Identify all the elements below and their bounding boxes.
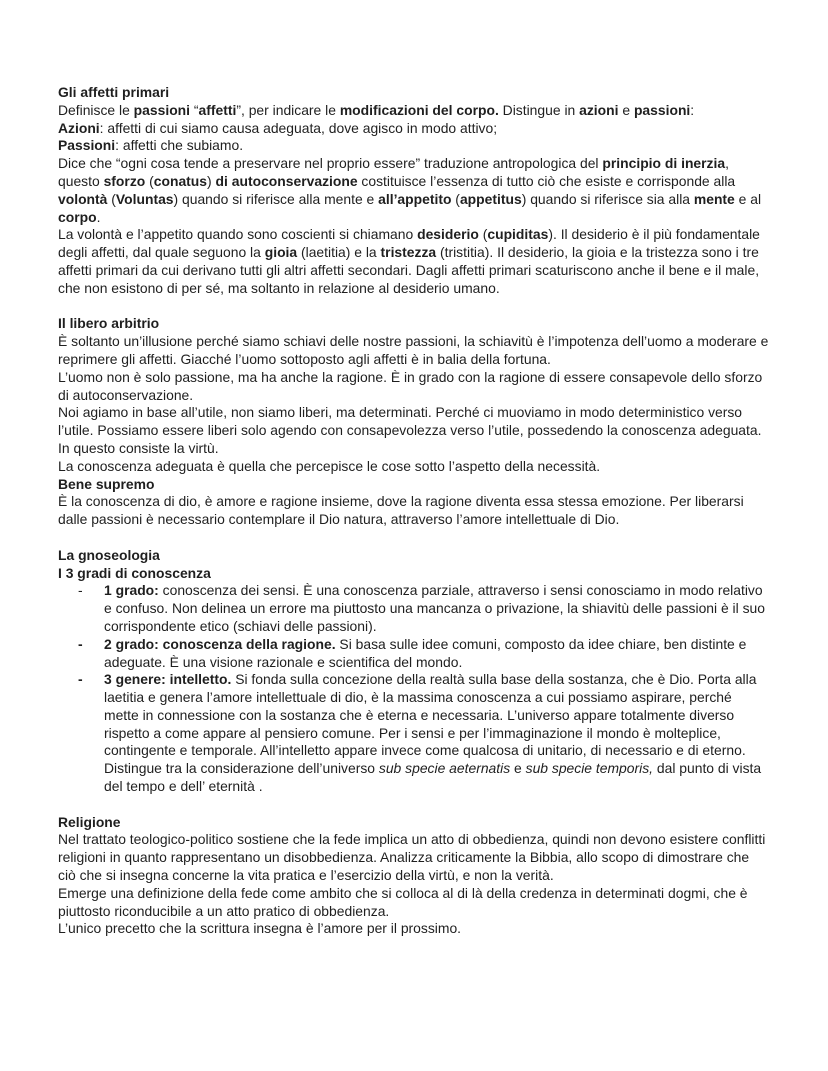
grades-list bbox=[58, 582, 770, 796]
paragraph: Nel trattato teologico-politico sostiene che la fede implica un atto di obbedienza, quindi non devono esistere conflitti religioni in quanto rappresentano un disobbedienza. Analizza criticamente la Bibbia, allo scopo di dimostrare che ciò che si insegna concerne la vita pratica e l’esercizio della virtù, e non la verità. bbox=[58, 831, 766, 884]
paragraph: Noi agiamo in base all’utile, non siamo liberi, ma determinati. Perché ci muoviamo in modo deterministico verso l’utile. Possiamo essere liberi solo agendo con consapevolezza verso l’utile, possedendo la conoscenza adeguata. In questo consiste la virtù. bbox=[58, 404, 762, 456]
section-title: La gnoseologia bbox=[58, 546, 160, 563]
paragraph: La volontà e l’appetito quando sono coscienti si chiamano desiderio (cupiditas). Il desiderio è il più fondamentale degli affetti, dal quale seguono la gioia (laetitia) e la tristezza (tristitia). Il desiderio, la gioia e la tristezza sono i tre affetti primari da cui derivano tutti gli altri affetti secondari. Dagli affetti primari scaturiscono anche il bene e il male, che non esistono di per sé, ma soltanto in relazione al desiderio umano. bbox=[58, 226, 760, 296]
section-title: Gli affetti primari bbox=[58, 84, 170, 100]
list-item: - 1 grado: conoscenza dei sensi. È una conoscenza parziale, attraverso i sensi conosciamo in modo relativo e confuso. Non delinea un errore ma piuttosto una mancanza o privazione, la shiavitù delle passioni è il suo corrispondente etico (schiavi delle passioni). bbox=[78, 582, 765, 634]
paragraph: L’uomo non è solo passione, ma ha anche la ragione. È in grado con la ragione di essere consapevole dello sforzo di autoconservazione. bbox=[58, 368, 763, 403]
dash-bullet: - bbox=[78, 671, 83, 688]
section-title: Religione bbox=[58, 813, 121, 830]
section-title: Il libero arbitrio bbox=[58, 315, 160, 332]
document-page bbox=[58, 84, 770, 938]
section-libero-arbitrio bbox=[58, 315, 770, 529]
section-subtitle: I 3 gradi di conoscenza bbox=[58, 564, 211, 581]
paragraph: È la conoscenza di dio, è amore e ragione insieme, dove la ragione diventa essa stessa emozione. Per liberarsi dalle passioni è necessario contemplare il Dio natura, attraverso l’amore intellettuale di Dio. bbox=[58, 493, 744, 528]
paragraph: Emerge una definizione della fede come ambito che si colloca al di là della credenza in determinati dogmi, che è piuttosto riconducibile a un atto pratico di obbedienza. bbox=[58, 884, 748, 919]
dash-bullet: - bbox=[78, 582, 83, 599]
section-affetti-primari bbox=[58, 84, 770, 298]
section-religione bbox=[58, 814, 770, 939]
paragraph: La conoscenza adeguata è quella che percepisce le cose sotto l’aspetto della necessità. bbox=[58, 457, 601, 474]
paragraph: Dice che “ogni cosa tende a preservare nel proprio essere” traduzione antropologica del principio di inerzia, questo sforzo (conatus) di autoconservazione costituisce l’essenza di tutto ciò che esiste e corrisponde alla volontà (Voluntas) quando si riferisce alla mente e all’appetito (appetitus) quando si riferisce sia alla mente e al corpo. bbox=[58, 155, 762, 225]
paragraph: È soltanto un’illusione perché siamo schiavi delle nostre passioni, la schiavitù è l’impotenza dell’uomo a moderare e reprimere gli affetti. Giacché l’uomo sottoposto agli affetti è in balia della fortuna. bbox=[58, 333, 769, 367]
paragraph: Azioni: affetti di cui siamo causa adeguata, dove agisco in modo attivo; bbox=[58, 119, 498, 136]
section-subtitle: Bene supremo bbox=[58, 475, 155, 492]
paragraph: L’unico precetto che la scrittura insegna è l’amore per il prossimo. bbox=[58, 920, 462, 937]
paragraph: Passioni: affetti che subiamo. bbox=[58, 137, 244, 154]
dash-bullet: - bbox=[78, 635, 83, 652]
paragraph: Definisce le passioni “affetti”, per indicare le modificazioni del corpo. Distingue in azioni e passioni: bbox=[58, 101, 695, 118]
list-item: - 3 genere: intelletto. Si fonda sulla concezione della realtà sulla base della sostanza, che è Dio. Porta alla laetitia e genera l’amore intellettuale di dio, è la massima conoscenza a cui possiamo aspirare, perché mette in connessione con la sostanza che è eterna e necessaria. L’universo appare totalmente diverso rispetto a come appare al pensiero comune. Per i sensi e per l’immaginazione il mondo è molteplice, contingente e temporale. All’intelletto appare invece come qualcosa di unitario, di necessario e di eterno. Distingue tra la considerazione dell’universo sub specie aeternatis e sub specie temporis, dal punto di vista del tempo e dell’ eternità . bbox=[78, 671, 762, 795]
list-item: - 2 grado: conoscenza della ragione. Si basa sulle idee comuni, composto da idee chiare, ben distinte e adeguate. È una visione razionale e scientifica del mondo. bbox=[78, 635, 747, 670]
section-gnoseologia bbox=[58, 547, 770, 796]
